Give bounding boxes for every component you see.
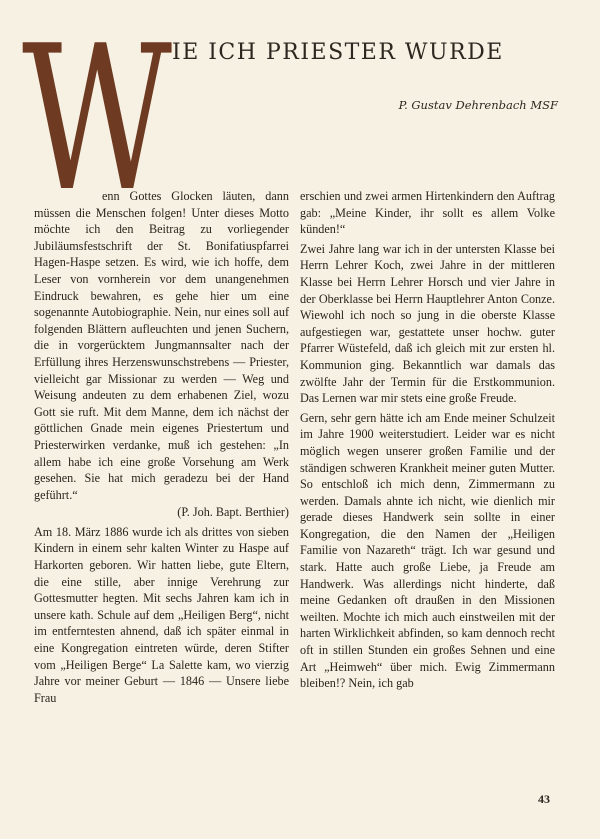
paragraph: Am 18. März 1886 wurde ich als drittes von sieben Kindern in einem sehr kalten Winter zu Haspe auf Harkorten geboren. Wir hatten liebe, gute Eltern, die eine stille, aber innige Verehrung zur Gottesmutter hegten. Mit sechs Jahren kam ich in unsere kath. Schule auf dem „Heiligen Berg“, nicht im entferntesten ahnend, daß ich später einmal in eine Kongregation eintreten würde, deren Stifter vom „Heiligen Berge“ La Salette kam, wo vierzig Jahre vor meiner Geburt — 1846 — Unsere liebe Frau (34, 524, 289, 705)
article-title: IE ICH PRIESTER WURDE (172, 40, 504, 65)
left-column (34, 188, 289, 706)
paragraph: Gern, sehr gern hätte ich am Ende meiner Schulzeit im Jahre 1900 weiterstudiert. Leider war es nicht möglich wegen unserer großen Familie und der ständigen schweren Krankheit meiner guten Mutter. So entschloß ich mich denn, Zimmermann zu werden. Damals ahnte ich nicht, wie dienlich mir gerade dieses Handwerk sein sollte in einer Kongregation, die den Namen der „Heiligen Familie von Nazareth“ trägt. Ich war gesund und stark. Hatte auch große Liebe, ja Freude am Handwerk. Was allerdings nicht hinderte, daß meine Gedanken oft draußen in den Missionen weilten. Mochte ich mich auch einstweilen mit der harten Wirklichkeit abfinden, so kam dennoch recht oft in stillen Stunden ein großes Sehnen und eine Art „Heimweh“ über mich. Ewig Zimmermann bleiben!? Nein, ich gab (300, 410, 555, 691)
article-author: P. Gustav Dehrenbach MSF (398, 98, 558, 112)
paragraph: enn Gottes Glocken läuten, dann müssen die Menschen folgen! Unter dieses Motto möchte ich den Beitrag zu vorliegender Jubiläumsfestschrift der St. Bonifatiuspfarrei Hagen-Haspe setzen. Es wird, wie ich hoffe, dem Leser von vornherein vor dem unangenehmen Eindruck bewahren, es gehe hier um eine sogenannte Autobiographie. Nein, nur eines soll auf folgenden Blättern aufleuchten und jenen Suchern, die in vorgerücktem Jungmannsalter nach der Erfüllung ihres Herzenswunschstrebens — Priester, vielleicht gar Missionar zu werden — Weg und Weisung andeuten zu dem erhabenen Ziel, wozu Gott sie ruft. Mit dem Manne, dem ich nächst der göttlichen Gnade mein eigenes Priestertum und Priesterwirken verdanke, muß ich gestehen: „In allem habe ich eine große Vorsehung am Werk gesehen. Sie hat mich geradezu bei der Hand geführt.“ (34, 189, 289, 502)
quote-source: (P. Joh. Bapt. Berthier) (177, 505, 289, 520)
paragraph: Zwei Jahre lang war ich in der untersten Klasse bei Herrn Lehrer Koch, zwei Jahre in der mittleren Klasse bei Herrn Lehrer Horsch und vier Jahre in der Oberklasse bei Herrn Hauptlehrer Anton Conze. Wiewohl ich noch so jung in die oberste Klasse aufgestiegen war, gestattete unser hochw. guter Pfarrer Wüstefeld, daß ich gleich mit zur ersten hl. Kommunion ging. Bekanntlich war damals das zwölfte Jahr der Termin für die Erstkommunion. Das Lernen war mir stets eine große Freude. (300, 241, 555, 406)
drop-cap-w (22, 10, 172, 210)
drop-cap-letter: W (22, 10, 172, 210)
paragraph: erschien und zwei armen Hirtenkindern den Auftrag gab: „Meine Kinder, ihr sollt es allem Volke künden!“ (300, 189, 555, 237)
page-number: 43 (538, 792, 550, 806)
right-column (300, 188, 555, 692)
